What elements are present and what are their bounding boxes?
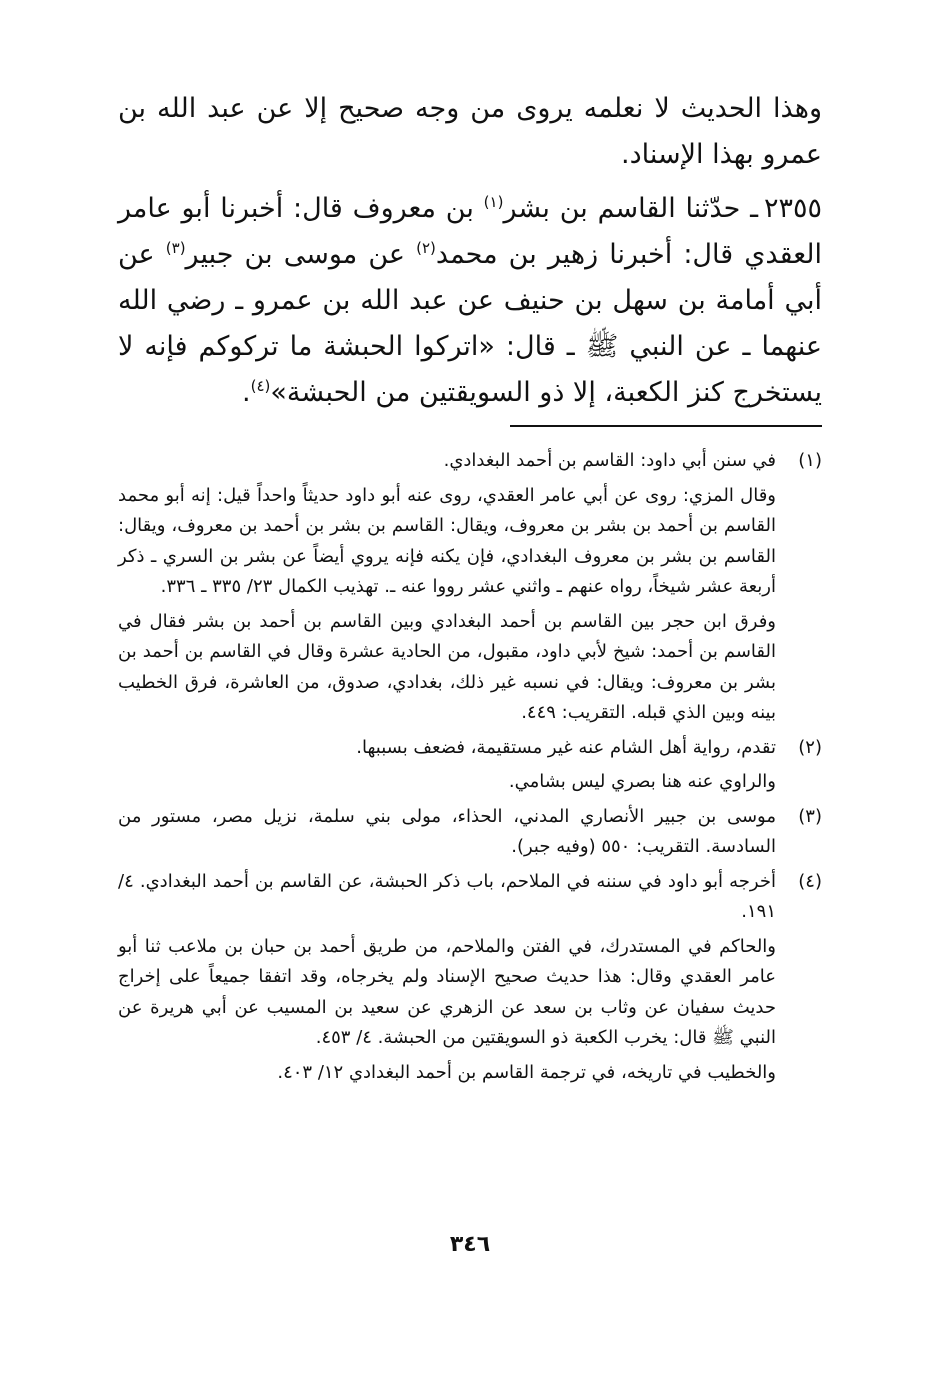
hadith-number: ٢٣٥٥ — [764, 193, 823, 224]
main-text — [118, 86, 822, 424]
hadith-text-part-4: عن أبي أمامة بن سهل بن حنيف عن عبد الله بن عمرو ـ رضي الله عنهما ـ عن النبي ﷺ ـ قال: «اتركوا الحبشة ما تركوكم فإنه لا يستخرج كنز الكعبة، إلا ذو السويقتين من الحبشة» — [118, 239, 822, 408]
footnote-paragraph: أخرجه أبو داود في سننه في الملاحم، باب ذكر الحبشة، عن القاسم بن أحمد البغدادي. ٤/ ١٩١. — [118, 870, 776, 922]
hadith-paragraph — [118, 186, 822, 416]
footnote-1 — [118, 446, 822, 729]
footnote-ref-1[interactable]: (١) — [483, 193, 504, 211]
footnote-paragraph: تقدم، رواية أهل الشام عنه غير مستقيمة، فضعف بسببها. — [356, 736, 776, 758]
footnote-paragraph: في سنن أبي داود: القاسم بن أحمد البغدادي. — [443, 450, 776, 471]
intro-paragraph: وهذا الحديث لا نعلمه يروى من وجه صحيح إلا عن عبد الله بن عمرو بهذا الإسناد. — [118, 93, 822, 170]
footnote-paragraph: والراوي عنه هنا بصري ليس بشامي. — [508, 771, 776, 792]
footnote-separator — [510, 425, 822, 427]
footnote-paragraph: والحاكم في المستدرك، في الفتن والملاحم، من طريق أحمد بن حبان بن ملاعب ثنا أبو عامر العقدي وقال: هذا حديث صحيح الإسناد ولم يخرجاه، وقد اتفقا جميعاً على إخراج حديث سفيان عن وثاب بن سعد عن الزهري عن سعيد بن المسيب عن أبي هريرة عن النبي ﷺ قال: يخرب الكعبة ذو السويقتين من الحبشة. ٤/ ٤٥٣. — [118, 935, 776, 1048]
footnote-ref-4[interactable]: (٤) — [250, 377, 271, 395]
footnote-paragraph: موسى بن جبير الأنصاري المدني، الحذاء، مولى بني سلمة، نزيل مصر، مستور من السادسة. التقريب: ٥٥٠ (وفيه جبر). — [118, 805, 776, 857]
footnote-paragraph: وفرق ابن حجر بين القاسم بن أحمد البغدادي وبين القاسم بن أحمد بن بشر فقال في القاسم بن أحمد: شيخ لأبي داود، مقبول، من الحادية عشرة وقال في القاسم بن أحمد بن بشر بن معروف: ويقال: في نسبه غير ذلك، بغدادي، صدوق، من العاشرة، فرق الخطيب بينه وبين الذي قبله. التقريب: ٤٤٩. — [118, 610, 776, 723]
hadith-text-part-2: بن معروف قال: أخبرنا أبو عامر العقدي قال: أخبرنا زهير بن محمد — [118, 193, 822, 270]
footnote-number: (١) — [798, 450, 822, 471]
footnote-number: (٢) — [798, 736, 822, 758]
hadith-text-end: . — [241, 377, 251, 408]
footnote-ref-2[interactable]: (٢) — [416, 239, 436, 257]
footnote-3 — [118, 802, 822, 863]
page-number: ٣٤٦ — [449, 1232, 491, 1257]
footnote-paragraph: وقال المزي: روى عن أبي عامر العقدي، روى عنه أبو داود حديثاً واحداً قيل: إنه أبو محمد القاسم بن أحمد بن بشر بن معروف، ويقال: القاسم بن بشر بن أحمد بن معروف، ويقال: القاسم بن بشر بن معروف البغدادي، فإن يكنه فإنه يروي أيضاً عن بشر بن السري ـ ذكر أربعة عشر شيخاً، رواه عنهم ـ واثني عشر رووا عنه ـ. تهذيب الكمال ٢٣/ ٣٣٥ ـ ٣٣٦. — [118, 484, 776, 597]
hadith-text-part-3: عن موسى بن جبير — [185, 239, 417, 270]
footnote-4 — [118, 867, 822, 1089]
footnote-number: (٤) — [798, 870, 822, 892]
footnotes-section — [118, 446, 822, 1092]
footnote-ref-3[interactable]: (٣) — [165, 239, 186, 257]
footnote-paragraph: والخطيب في تاريخه، في ترجمة القاسم بن أحمد البغدادي ١٢/ ٤٠٣. — [277, 1061, 776, 1083]
hadith-text-part-1: ـ حدّثنا القاسم بن بشر — [503, 193, 758, 224]
footnote-2 — [118, 733, 822, 798]
footnote-number: (٣) — [798, 805, 822, 827]
